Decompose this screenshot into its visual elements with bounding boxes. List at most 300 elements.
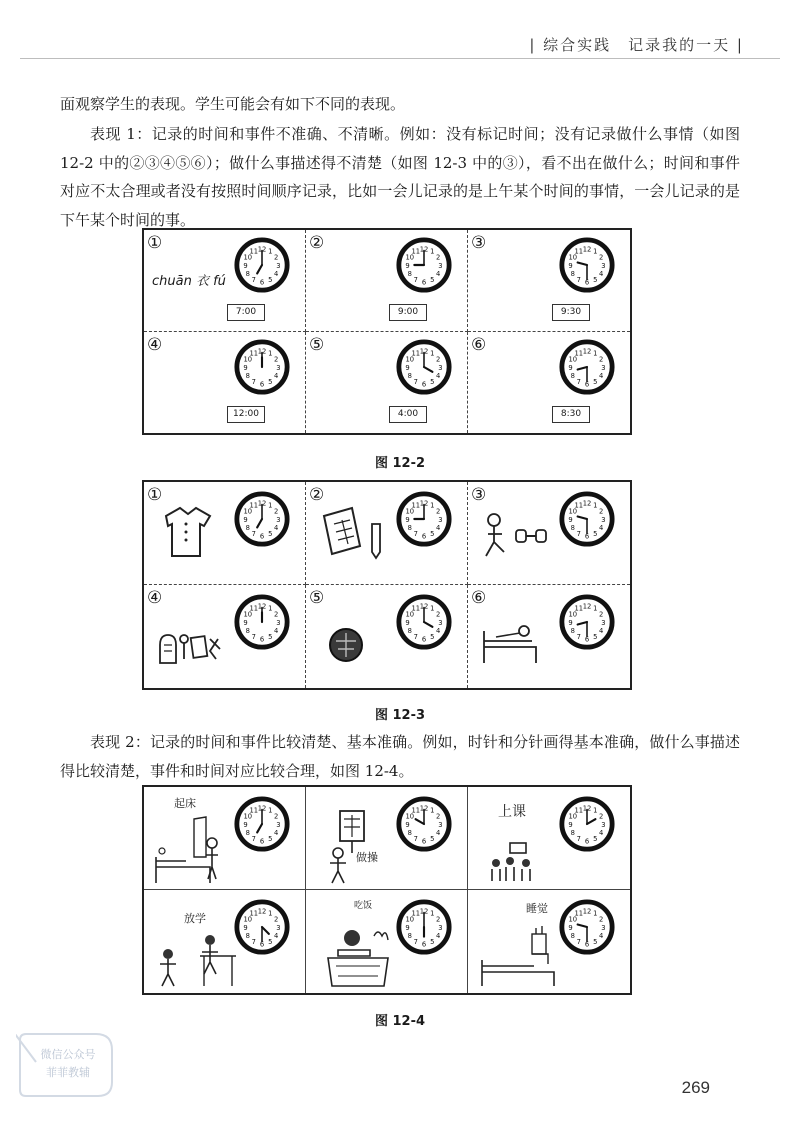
clock-numeral: 2 bbox=[599, 610, 604, 619]
clock-numeral: 11 bbox=[249, 909, 259, 918]
clock-numeral: 3 bbox=[601, 820, 606, 829]
clock-numeral: 5 bbox=[593, 377, 598, 386]
clock-numeral: 6 bbox=[421, 837, 427, 846]
clock-numeral: 6 bbox=[421, 278, 427, 287]
clock-icon bbox=[395, 236, 453, 294]
clock-numeral: 6 bbox=[584, 940, 590, 949]
clock-numeral: 4 bbox=[274, 627, 279, 636]
paragraph-performance-1: 表现 1：记录的时间和事件不准确、不清晰。例如：没有标记时间；没有记录做什么事情（如图 12-2 中的②③④⑤⑥）；做什么事描述得不清楚（如图 12-3 中的③），看不出在做什么；时间和事件对应不太合理或者没有按照时间顺序记录，比如一会儿记录的是上午某个时间的事情，一会儿记录的是下午某个时间的事。 bbox=[60, 125, 740, 229]
clock-numeral: 12 bbox=[419, 602, 429, 611]
clock-numeral: 4 bbox=[436, 524, 441, 533]
clock-numeral: 1 bbox=[593, 247, 598, 256]
clock-numeral: 10 bbox=[405, 812, 415, 821]
time-label: 8:30 bbox=[552, 406, 590, 423]
cell-number: ④ bbox=[147, 334, 163, 355]
clock-numeral: 10 bbox=[405, 253, 415, 262]
cell-number: ③ bbox=[471, 233, 487, 253]
clock-numeral: 12 bbox=[582, 245, 592, 254]
figure-12-4 bbox=[142, 785, 632, 995]
clock-numeral: 5 bbox=[593, 530, 598, 539]
clock-numeral: 9 bbox=[568, 923, 573, 932]
clock-numeral: 4 bbox=[599, 829, 604, 838]
clock-numeral: 8 bbox=[570, 270, 575, 279]
clock-icon bbox=[233, 795, 291, 853]
clock-icon bbox=[395, 490, 453, 548]
clock-numeral: 5 bbox=[268, 276, 273, 285]
clock-numeral: 12 bbox=[582, 804, 592, 813]
clock-numeral: 11 bbox=[574, 247, 584, 256]
clock-numeral: 3 bbox=[601, 261, 606, 270]
clock-numeral: 3 bbox=[276, 261, 281, 270]
clock-numeral: 8 bbox=[570, 627, 575, 636]
cell-number: ② bbox=[309, 485, 325, 505]
figure-cell bbox=[144, 787, 306, 890]
clock-numeral: 5 bbox=[430, 377, 435, 386]
clock-numeral: 12 bbox=[419, 804, 429, 813]
clock-numeral: 7 bbox=[576, 633, 581, 642]
clock-numeral: 4 bbox=[436, 932, 441, 941]
exercise-drawing bbox=[312, 797, 402, 887]
clock-numeral: 9 bbox=[568, 261, 573, 270]
clock-numeral: 11 bbox=[249, 501, 259, 510]
clock-numeral: 10 bbox=[568, 355, 578, 364]
figure-cell bbox=[306, 787, 468, 890]
clock-numeral: 4 bbox=[599, 627, 604, 636]
clock-numeral: 8 bbox=[407, 627, 412, 636]
clock-numeral: 10 bbox=[243, 507, 253, 516]
clock-numeral: 11 bbox=[411, 501, 421, 510]
clock-numeral: 9 bbox=[568, 515, 573, 524]
time-label: 4:00 bbox=[389, 406, 427, 423]
clock-numeral: 11 bbox=[574, 604, 584, 613]
clock-numeral: 5 bbox=[268, 835, 273, 844]
clock-numeral: 3 bbox=[438, 618, 443, 627]
clock-numeral: 3 bbox=[601, 923, 606, 932]
clock-numeral: 3 bbox=[601, 515, 606, 524]
caption-12-3: 图 12-3 bbox=[374, 708, 426, 723]
watermark-line-1: 微信公众号 bbox=[40, 1048, 96, 1061]
clock-numeral: 6 bbox=[259, 837, 265, 846]
class-drawing bbox=[474, 797, 564, 887]
clock-icon bbox=[558, 490, 616, 548]
clock-numeral: 9 bbox=[243, 515, 248, 524]
clock-numeral: 3 bbox=[276, 363, 281, 372]
clock-numeral: 12 bbox=[582, 499, 592, 508]
clock-numeral: 10 bbox=[568, 610, 578, 619]
figure-12-3 bbox=[142, 480, 632, 690]
clock-numeral: 12 bbox=[419, 907, 429, 916]
figure-cell bbox=[306, 890, 468, 993]
clock-numeral: 2 bbox=[274, 610, 279, 619]
figure-cell bbox=[468, 332, 630, 434]
clock-numeral: 10 bbox=[568, 253, 578, 262]
clock-icon bbox=[395, 795, 453, 853]
clock-numeral: 12 bbox=[419, 245, 429, 254]
figure-cell bbox=[144, 230, 306, 332]
clock-numeral: 6 bbox=[259, 532, 265, 541]
clock-numeral: 9 bbox=[405, 618, 410, 627]
clock-numeral: 4 bbox=[599, 371, 604, 380]
clock-numeral: 6 bbox=[259, 940, 265, 949]
clock-numeral: 9 bbox=[243, 820, 248, 829]
figure-cell bbox=[144, 482, 306, 585]
clock-numeral: 12 bbox=[257, 804, 267, 813]
clock-icon bbox=[395, 898, 453, 956]
clock-numeral: 8 bbox=[245, 627, 250, 636]
clock-numeral: 8 bbox=[407, 270, 412, 279]
getting-up-drawing bbox=[150, 797, 240, 887]
clock-numeral: 4 bbox=[599, 524, 604, 533]
clock-numeral: 7 bbox=[413, 377, 418, 386]
clock-numeral: 8 bbox=[570, 371, 575, 380]
figure-cell bbox=[468, 585, 630, 688]
clock-numeral: 1 bbox=[268, 806, 273, 815]
clock-numeral: 9 bbox=[405, 923, 410, 932]
activity-label: 起床 bbox=[174, 797, 196, 810]
figure-cell bbox=[306, 482, 468, 585]
clock-numeral: 6 bbox=[584, 532, 590, 541]
clock-icon bbox=[558, 236, 616, 294]
clock-numeral: 9 bbox=[405, 515, 410, 524]
clock-numeral: 6 bbox=[421, 532, 427, 541]
clock-numeral: 11 bbox=[411, 909, 421, 918]
clock-numeral: 7 bbox=[576, 938, 581, 947]
clock-numeral: 7 bbox=[413, 633, 418, 642]
clock-numeral: 1 bbox=[268, 501, 273, 510]
clock-numeral: 5 bbox=[430, 835, 435, 844]
clock-numeral: 9 bbox=[405, 363, 410, 372]
cell-number: ① bbox=[147, 485, 163, 505]
clock-numeral: 2 bbox=[599, 355, 604, 364]
paragraph-performance-2: 表现 2：记录的时间和事件比较清楚、基本准确。例如，时针和分针画得基本准确，做什么事描述得比较清楚，事件和时间对应比较合理，如图 12-4。 bbox=[60, 733, 740, 780]
figure-cell bbox=[306, 332, 468, 434]
clock-numeral: 7 bbox=[251, 377, 256, 386]
clock-numeral: 10 bbox=[405, 355, 415, 364]
clock-numeral: 2 bbox=[274, 915, 279, 924]
clock-numeral: 9 bbox=[243, 923, 248, 932]
clock-numeral: 10 bbox=[405, 610, 415, 619]
figure-cell bbox=[306, 585, 468, 688]
clock-numeral: 9 bbox=[568, 820, 573, 829]
clock-numeral: 6 bbox=[259, 278, 265, 287]
clock-icon bbox=[233, 338, 291, 396]
clock-numeral: 11 bbox=[411, 349, 421, 358]
clock-numeral: 4 bbox=[274, 829, 279, 838]
clock-numeral: 1 bbox=[430, 806, 435, 815]
clock-numeral: 8 bbox=[245, 829, 250, 838]
clock-numeral: 10 bbox=[243, 610, 253, 619]
clock-numeral: 6 bbox=[584, 278, 590, 287]
clock-numeral: 7 bbox=[251, 276, 256, 285]
clock-numeral: 4 bbox=[599, 270, 604, 279]
running-head: | 综合实践 记录我的一天 | bbox=[529, 36, 744, 54]
clock-numeral: 7 bbox=[576, 835, 581, 844]
watermark bbox=[16, 1032, 116, 1098]
cell-number: ④ bbox=[147, 588, 163, 608]
clock-numeral: 2 bbox=[274, 253, 279, 262]
figure-cell bbox=[144, 585, 306, 688]
clock-numeral: 8 bbox=[407, 932, 412, 941]
clock-numeral: 8 bbox=[245, 524, 250, 533]
clock-numeral: 8 bbox=[245, 371, 250, 380]
clock-numeral: 1 bbox=[430, 349, 435, 358]
figure-cell bbox=[144, 332, 306, 434]
clock-numeral: 10 bbox=[243, 812, 253, 821]
clock-icon bbox=[558, 593, 616, 651]
clock-numeral: 7 bbox=[413, 530, 418, 539]
clock-numeral: 11 bbox=[574, 349, 584, 358]
clock-numeral: 4 bbox=[274, 524, 279, 533]
clock-numeral: 4 bbox=[274, 932, 279, 941]
cell-number: ⑥ bbox=[471, 588, 487, 608]
clock-numeral: 4 bbox=[436, 829, 441, 838]
clock-numeral: 7 bbox=[251, 530, 256, 539]
clock-numeral: 9 bbox=[568, 618, 573, 627]
clock-numeral: 7 bbox=[413, 938, 418, 947]
clock-numeral: 3 bbox=[438, 820, 443, 829]
clock-numeral: 3 bbox=[438, 515, 443, 524]
clock-numeral: 8 bbox=[570, 524, 575, 533]
clock-numeral: 10 bbox=[243, 355, 253, 364]
cell-number: ⑥ bbox=[471, 334, 487, 355]
clock-numeral: 12 bbox=[257, 499, 267, 508]
clock-numeral: 12 bbox=[257, 907, 267, 916]
page-number: 269 bbox=[681, 1078, 710, 1097]
book-pencil-drawing bbox=[314, 494, 394, 574]
time-label: 9:30 bbox=[552, 304, 590, 321]
figure-cell bbox=[468, 230, 630, 332]
clock-numeral: 4 bbox=[274, 270, 279, 279]
clock-numeral: 2 bbox=[599, 507, 604, 516]
activity-label: 睡觉 bbox=[526, 902, 548, 915]
clock-numeral: 2 bbox=[274, 355, 279, 364]
clock-numeral: 6 bbox=[421, 635, 427, 644]
clock-numeral: 5 bbox=[268, 938, 273, 947]
cell-number: ② bbox=[309, 233, 325, 253]
clock-numeral: 5 bbox=[430, 938, 435, 947]
clock-numeral: 2 bbox=[436, 610, 441, 619]
clock-numeral: 5 bbox=[268, 633, 273, 642]
clock-numeral: 9 bbox=[568, 363, 573, 372]
clock-numeral: 3 bbox=[601, 618, 606, 627]
clock-numeral: 2 bbox=[436, 355, 441, 364]
clock-numeral: 2 bbox=[274, 812, 279, 821]
clock-numeral: 6 bbox=[421, 379, 427, 388]
clock-numeral: 11 bbox=[411, 806, 421, 815]
clock-numeral: 3 bbox=[276, 923, 281, 932]
clock-numeral: 3 bbox=[276, 515, 281, 524]
clock-numeral: 7 bbox=[413, 276, 418, 285]
clock-icon bbox=[233, 898, 291, 956]
clock-numeral: 4 bbox=[274, 371, 279, 380]
clock-numeral: 6 bbox=[259, 379, 265, 388]
clock-numeral: 1 bbox=[593, 349, 598, 358]
clock-numeral: 12 bbox=[582, 602, 592, 611]
clock-numeral: 1 bbox=[268, 349, 273, 358]
clock-numeral: 9 bbox=[405, 820, 410, 829]
header-rule bbox=[20, 58, 780, 59]
clock-numeral: 12 bbox=[419, 346, 429, 355]
clock-numeral: 10 bbox=[405, 915, 415, 924]
clock-numeral: 5 bbox=[593, 276, 598, 285]
clock-numeral: 5 bbox=[430, 530, 435, 539]
leaving-school-drawing bbox=[150, 900, 240, 990]
clock-numeral: 1 bbox=[593, 501, 598, 510]
clock-numeral: 11 bbox=[411, 247, 421, 256]
person-on-bed-drawing bbox=[476, 597, 556, 677]
figure-cell bbox=[144, 890, 306, 993]
dinner-drawing bbox=[312, 900, 402, 990]
clock-numeral: 8 bbox=[245, 270, 250, 279]
clock-numeral: 2 bbox=[436, 253, 441, 262]
clock-icon bbox=[233, 593, 291, 651]
clock-numeral: 6 bbox=[259, 635, 265, 644]
sleep-drawing bbox=[474, 900, 564, 990]
clock-numeral: 1 bbox=[430, 909, 435, 918]
clock-numeral: 3 bbox=[438, 261, 443, 270]
figure-cell bbox=[468, 482, 630, 585]
clock-icon bbox=[395, 338, 453, 396]
clock-numeral: 7 bbox=[576, 276, 581, 285]
figure-12-2 bbox=[142, 228, 632, 435]
clock-numeral: 7 bbox=[251, 633, 256, 642]
clock-numeral: 4 bbox=[436, 627, 441, 636]
clock-numeral: 12 bbox=[257, 346, 267, 355]
clock-icon bbox=[558, 338, 616, 396]
clock-numeral: 5 bbox=[593, 938, 598, 947]
clock-numeral: 8 bbox=[245, 932, 250, 941]
clock-numeral: 10 bbox=[243, 253, 253, 262]
caption-12-4: 图 12-4 bbox=[374, 1014, 426, 1029]
clock-numeral: 4 bbox=[436, 270, 441, 279]
clock-numeral: 4 bbox=[436, 371, 441, 380]
figure-cell bbox=[468, 890, 630, 993]
clock-numeral: 10 bbox=[568, 915, 578, 924]
clock-numeral: 11 bbox=[249, 806, 259, 815]
clock-numeral: 11 bbox=[574, 501, 584, 510]
clock-numeral: 2 bbox=[274, 507, 279, 516]
clock-numeral: 11 bbox=[574, 909, 584, 918]
clock-numeral: 2 bbox=[436, 915, 441, 924]
clock-numeral: 2 bbox=[599, 253, 604, 262]
clock-numeral: 6 bbox=[421, 940, 427, 949]
clock-icon bbox=[558, 898, 616, 956]
clock-numeral: 1 bbox=[430, 501, 435, 510]
time-label: 7:00 bbox=[227, 304, 265, 321]
activity-label: 上课 bbox=[498, 804, 526, 820]
dark-ball-drawing bbox=[314, 597, 394, 677]
activity-label: 吃饭 bbox=[354, 901, 373, 911]
clock-numeral: 1 bbox=[593, 909, 598, 918]
clock-numeral: 10 bbox=[405, 507, 415, 516]
figure-cell bbox=[306, 230, 468, 332]
clock-numeral: 2 bbox=[436, 507, 441, 516]
clock-numeral: 12 bbox=[257, 602, 267, 611]
cell-number: ③ bbox=[471, 485, 487, 505]
shirt-drawing bbox=[152, 494, 232, 574]
clock-numeral: 3 bbox=[438, 923, 443, 932]
clock-numeral: 2 bbox=[599, 812, 604, 821]
clock-numeral: 2 bbox=[599, 915, 604, 924]
clock-numeral: 7 bbox=[251, 835, 256, 844]
cell-number: ① bbox=[147, 233, 163, 253]
objects-drawing bbox=[152, 597, 232, 677]
clock-numeral: 11 bbox=[249, 247, 259, 256]
clock-icon bbox=[558, 795, 616, 853]
clock-numeral: 11 bbox=[411, 604, 421, 613]
clock-numeral: 1 bbox=[593, 806, 598, 815]
clock-numeral: 9 bbox=[405, 261, 410, 270]
pinyin-note: chuān 衣 fú bbox=[152, 274, 226, 289]
clock-numeral: 7 bbox=[251, 938, 256, 947]
time-label: 12:00 bbox=[227, 406, 265, 423]
clock-icon bbox=[233, 490, 291, 548]
clock-numeral: 7 bbox=[576, 377, 581, 386]
clock-numeral: 1 bbox=[593, 604, 598, 613]
figure-cell bbox=[468, 787, 630, 890]
clock-numeral: 5 bbox=[430, 633, 435, 642]
clock-numeral: 3 bbox=[276, 820, 281, 829]
clock-numeral: 10 bbox=[568, 507, 578, 516]
clock-numeral: 10 bbox=[243, 915, 253, 924]
clock-numeral: 8 bbox=[570, 932, 575, 941]
watermark-line-2: 菲菲教辅 bbox=[46, 1066, 90, 1079]
clock-icon bbox=[233, 236, 291, 294]
clock-numeral: 9 bbox=[243, 363, 248, 372]
clock-numeral: 3 bbox=[601, 363, 606, 372]
clock-numeral: 12 bbox=[257, 245, 267, 254]
clock-numeral: 4 bbox=[599, 932, 604, 941]
clock-icon bbox=[395, 593, 453, 651]
clock-numeral: 11 bbox=[249, 604, 259, 613]
clock-numeral: 11 bbox=[574, 806, 584, 815]
clock-numeral: 5 bbox=[593, 835, 598, 844]
clock-numeral: 9 bbox=[243, 618, 248, 627]
clock-numeral: 1 bbox=[430, 247, 435, 256]
clock-numeral: 9 bbox=[243, 261, 248, 270]
clock-numeral: 3 bbox=[438, 363, 443, 372]
clock-numeral: 3 bbox=[276, 618, 281, 627]
clock-numeral: 11 bbox=[249, 349, 259, 358]
clock-numeral: 1 bbox=[268, 604, 273, 613]
activity-label: 放学 bbox=[184, 912, 206, 925]
cell-number: ⑤ bbox=[309, 334, 325, 355]
unclear-figure-drawing bbox=[476, 494, 556, 574]
clock-numeral: 5 bbox=[268, 530, 273, 539]
paragraph-intro: 面观察学生的表现。学生可能会有如下不同的表现。 bbox=[60, 95, 406, 113]
clock-numeral: 2 bbox=[436, 812, 441, 821]
clock-numeral: 5 bbox=[430, 276, 435, 285]
clock-numeral: 12 bbox=[419, 499, 429, 508]
clock-numeral: 12 bbox=[582, 907, 592, 916]
clock-numeral: 6 bbox=[584, 379, 590, 388]
clock-numeral: 7 bbox=[413, 835, 418, 844]
clock-numeral: 7 bbox=[576, 530, 581, 539]
clock-numeral: 1 bbox=[268, 909, 273, 918]
clock-numeral: 5 bbox=[593, 633, 598, 642]
cell-number: ⑤ bbox=[309, 588, 325, 608]
clock-numeral: 8 bbox=[570, 829, 575, 838]
clock-numeral: 1 bbox=[430, 604, 435, 613]
activity-label: 做操 bbox=[356, 851, 378, 864]
time-label: 9:00 bbox=[389, 304, 427, 321]
clock-numeral: 10 bbox=[568, 812, 578, 821]
clock-numeral: 1 bbox=[268, 247, 273, 256]
clock-numeral: 12 bbox=[582, 346, 592, 355]
clock-numeral: 5 bbox=[268, 377, 273, 386]
caption-12-2: 图 12-2 bbox=[374, 456, 426, 471]
clock-numeral: 8 bbox=[407, 524, 412, 533]
